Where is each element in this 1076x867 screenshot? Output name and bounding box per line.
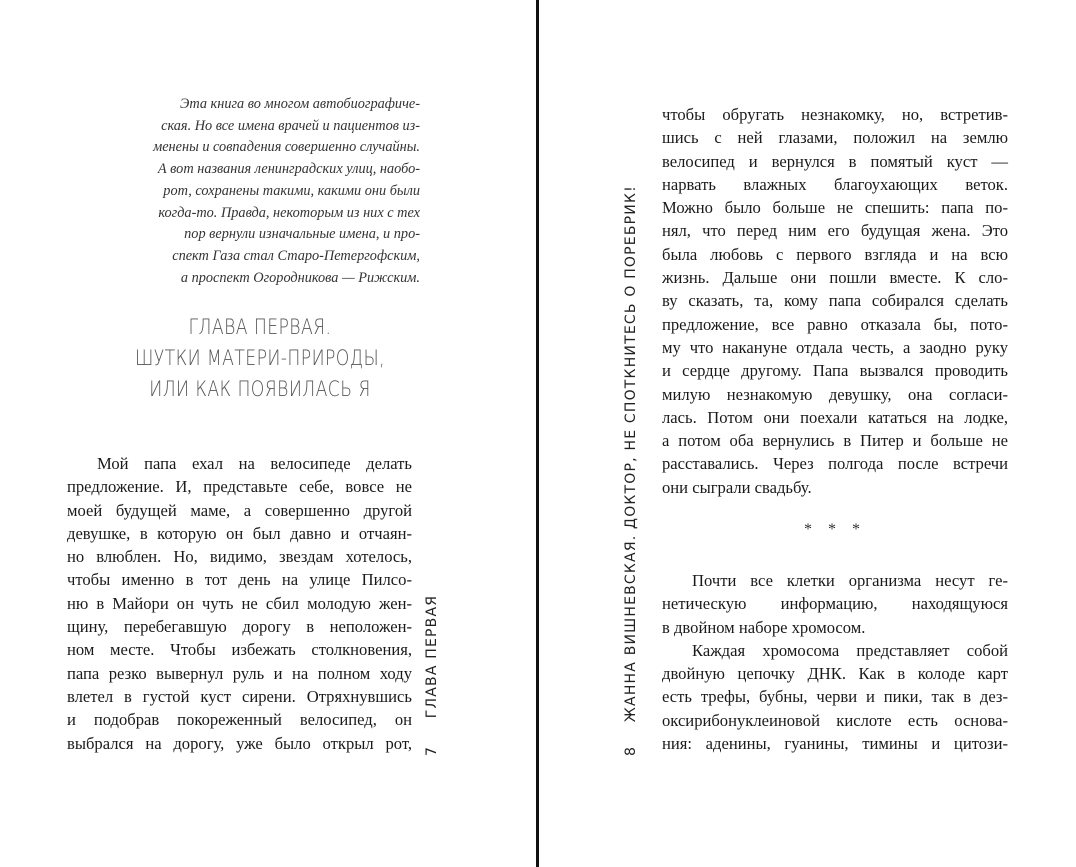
page-number: 7 bbox=[424, 745, 440, 756]
epigraph-line: пор вернули изначальные имена, и про- bbox=[184, 226, 420, 243]
right-running-header bbox=[623, 185, 639, 756]
epigraph-line: а проспект Огородникова — Рижским. bbox=[180, 269, 420, 286]
epigraph-line: когда-то. Правда, некоторым из них с тех bbox=[158, 204, 420, 221]
chapter-heading-line: ИЛИ КАК ПОЯВИЛАСЬ Я bbox=[149, 377, 371, 401]
book-spine bbox=[536, 0, 539, 867]
text-line: двойную цепочку ДНК. Как в колоде карт bbox=[662, 664, 1008, 684]
left-page-body bbox=[67, 452, 412, 755]
right-page-body bbox=[662, 103, 1008, 499]
text-line: ву сказать, та, кому папа собирался сделать bbox=[662, 291, 1008, 311]
text-line: нетическую информацию, находящуюся bbox=[662, 594, 1008, 614]
text-line: Можно было больше не спешить: папа по- bbox=[662, 198, 1008, 218]
chapter-heading-line: ШУТКИ МАТЕРИ-ПРИРОДЫ, bbox=[134, 346, 386, 370]
text-line: лась. Потом они поехали кататься на лодке, bbox=[662, 407, 1008, 427]
text-line: Каждая хромосома представляет собой bbox=[692, 640, 1008, 660]
epigraph-line: Эта книга во многом автобиографиче- bbox=[179, 96, 420, 112]
text-line: нял, что перед ним его будущая жена. Это bbox=[662, 221, 1008, 241]
text-line: милую незнакомую девушку, она согласи- bbox=[662, 384, 1008, 404]
text-line: но влюблен. Но, видимо, звездам хотелось, bbox=[67, 547, 412, 567]
text-line: чтобы обругать незнакомку, но, встретив- bbox=[662, 105, 1008, 124]
text-line: чтобы именно в тот день на улице Пилсо- bbox=[67, 570, 412, 590]
chapter-heading bbox=[125, 312, 396, 405]
running-header-title: ЖАННА ВИШНЕВСКАЯ. ДОКТОР, НЕ СПОТКНИТЕСЬ О ПОРЕБРИК! bbox=[623, 185, 639, 723]
text-line: шись с ней глазами, положил на землю bbox=[662, 128, 1008, 148]
page-number: 8 bbox=[623, 745, 639, 756]
epigraph-line: рот, сохранены такими, какими они были bbox=[163, 182, 420, 199]
epigraph bbox=[100, 94, 420, 289]
text-line: велосипед и вернулся в помятый куст — bbox=[662, 151, 1008, 171]
text-line: и подобрав покореженный велосипед, он bbox=[67, 710, 412, 730]
text-line: и сердце другому. Папа вызвался проводить bbox=[662, 361, 1008, 381]
text-line: ню в Майори он чуть не сбил молодую жен- bbox=[67, 593, 412, 613]
section-separator: * * * bbox=[804, 521, 866, 538]
text-line: ния: аденины, гуанины, тимины и цитози- bbox=[662, 734, 1008, 754]
text-line: девушке, в которую он был давно и отчаян- bbox=[67, 523, 412, 543]
text-line: предложение. И, представьте себе, вовсе не bbox=[67, 477, 412, 497]
text-line: ном месте. Чтобы избежать столкновения, bbox=[67, 640, 412, 660]
text-line: расставались. Через полгода после встречи bbox=[662, 454, 1008, 474]
text-line: была любовь с первого взгляда и на всю bbox=[662, 244, 1008, 264]
right-page-body-continued bbox=[662, 569, 1008, 755]
text-line: нарвать влажных благоухающих веток. bbox=[662, 174, 1008, 194]
running-header-title: ГЛАВА ПЕРВАЯ bbox=[424, 594, 440, 719]
text-line: они сыграли свадьбу. bbox=[662, 477, 812, 497]
text-line: предложение, все равно отказала бы, пото- bbox=[662, 314, 1008, 334]
text-line: в двойном наборе хромосом. bbox=[662, 617, 866, 637]
text-line: жизнь. Дальше они пошли вместе. К сло- bbox=[662, 268, 1008, 288]
text-line: а потом оба вернулись в Питер и больше не bbox=[662, 431, 1008, 451]
text-line: му что накануне отдала честь, а заодно руку bbox=[662, 337, 1008, 357]
text-line: выбрался на дорогу, уже было открыл рот, bbox=[67, 733, 412, 753]
text-line: оксирибонуклеиновой кислоте есть основа- bbox=[662, 710, 1008, 730]
text-line: моей будущей маме, а совершенно другой bbox=[67, 500, 412, 520]
epigraph-line: менены и совпадения совершенно случайны. bbox=[153, 139, 420, 156]
epigraph-line: спект Газа стал Старо-Петергофским, bbox=[172, 247, 420, 264]
epigraph-line: А вот названия ленинградских улиц, наобо- bbox=[157, 161, 420, 178]
text-line: есть трефы, бубны, черви и пики, так в дез- bbox=[662, 687, 1008, 707]
left-running-header bbox=[424, 595, 440, 756]
text-line: влетел в густой куст сирени. Отряхнувшись bbox=[67, 686, 412, 706]
text-line: щину, перебегавшую дорогу в неположен- bbox=[67, 617, 412, 637]
text-line: папа резко вывернул руль и на полном ходу bbox=[67, 663, 412, 683]
chapter-heading-line: ГЛАВА ПЕРВАЯ. bbox=[188, 315, 332, 339]
epigraph-line: ская. Но все имена врачей и пациентов из- bbox=[161, 117, 420, 134]
text-line: Почти все клетки организма несут ге- bbox=[692, 571, 1008, 590]
text-line: Мой папа ехал на велосипеде делать bbox=[97, 454, 412, 473]
